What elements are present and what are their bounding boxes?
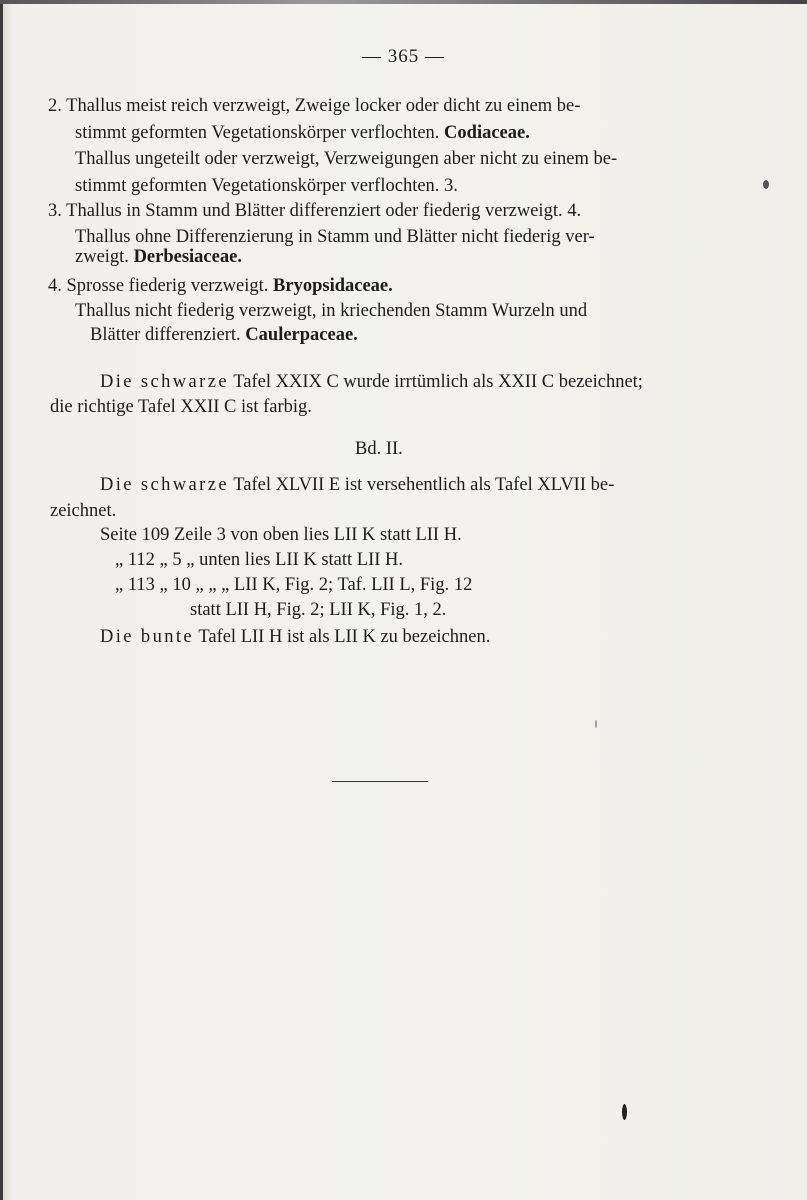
- page-top-edge: [0, 0, 807, 4]
- key-line-2d: stimmt geformten Vegetationskörper verflochten. 3.: [75, 176, 458, 196]
- errata-p1-line1: [100, 373, 643, 392]
- errata-p2-rest: Tafel XLVII E ist versehentlich als Tafel XLVII be-: [233, 475, 615, 495]
- taxon-bryopsidaceae: Bryopsidaceae.: [273, 276, 393, 296]
- key-line-3a: 3. Thallus in Stamm und Blätter differenziert oder fiederig verzweigt. 4.: [48, 201, 582, 221]
- errata-row-3b: statt LII H, Fig. 2; LII K, Fig. 1, 2.: [190, 600, 447, 620]
- errata-p1-rest: Tafel XXIX C wurde irrtümlich als XXII C bezeichnet;: [233, 372, 643, 392]
- taxon-codiaceae: Codiaceae.: [444, 123, 530, 143]
- errata-row-1: Seite 109 Zeile 3 von oben lies LII K statt LII H.: [100, 525, 462, 545]
- key-line-2b-text: stimmt geformten Vegetationskörper verflochten.: [75, 123, 440, 143]
- errata-p3-spaced: Die bunte: [100, 627, 195, 647]
- key-line-4a-text: 4. Sprosse fiederig verzweigt.: [48, 276, 269, 296]
- key-line-4c-text: Blätter differenziert.: [90, 325, 241, 345]
- scan-speck: [595, 720, 597, 728]
- page-number: — 365 —: [362, 46, 445, 67]
- errata-row-2: „ 112 „ 5 „ unten lies LII K statt LII H.: [115, 550, 404, 570]
- key-line-2c: Thallus ungeteilt oder verzweigt, Verzweigungen aber nicht zu einem be-: [75, 149, 618, 169]
- taxon-derbesiaceae: Derbesiaceae.: [133, 247, 242, 267]
- errata-p2-line1: [100, 476, 614, 495]
- key-line-3c-text: zweigt.: [75, 247, 129, 267]
- key-line-4a: [48, 277, 393, 296]
- scan-speck: [763, 180, 769, 189]
- key-line-3c: [75, 248, 242, 267]
- taxon-caulerpaceae: Caulerpaceae.: [245, 325, 358, 345]
- errata-p2-line2: zeichnet.: [50, 501, 117, 521]
- key-line-4c: [90, 326, 358, 345]
- scan-speck: [622, 1104, 627, 1120]
- page-left-edge: [0, 0, 3, 1200]
- errata-p2-spaced: Die schwarze: [100, 475, 229, 495]
- key-line-3b: Thallus ohne Differenzierung in Stamm und Blätter nicht fiederig ver-: [75, 227, 595, 247]
- closing-rule: [332, 781, 428, 782]
- errata-p3: [100, 628, 490, 647]
- errata-p3-rest: Tafel LII H ist als LII K zu bezeichnen.: [198, 627, 491, 647]
- errata-p1-spaced: Die schwarze: [100, 372, 229, 392]
- key-line-4b: Thallus nicht fiederig verzweigt, in kriechenden Stamm Wurzeln und: [75, 301, 588, 321]
- volume-heading: Bd. II.: [355, 439, 403, 459]
- errata-p1-line2: die richtige Tafel XXII C ist farbig.: [50, 397, 312, 417]
- key-line-2a: 2. Thallus meist reich verzweigt, Zweige locker oder dicht zu einem be-: [48, 96, 581, 116]
- key-line-2b: [75, 124, 530, 143]
- errata-row-3: „ 113 „ 10 „ „ „ LII K, Fig. 2; Taf. LII L, Fig. 12: [115, 575, 473, 595]
